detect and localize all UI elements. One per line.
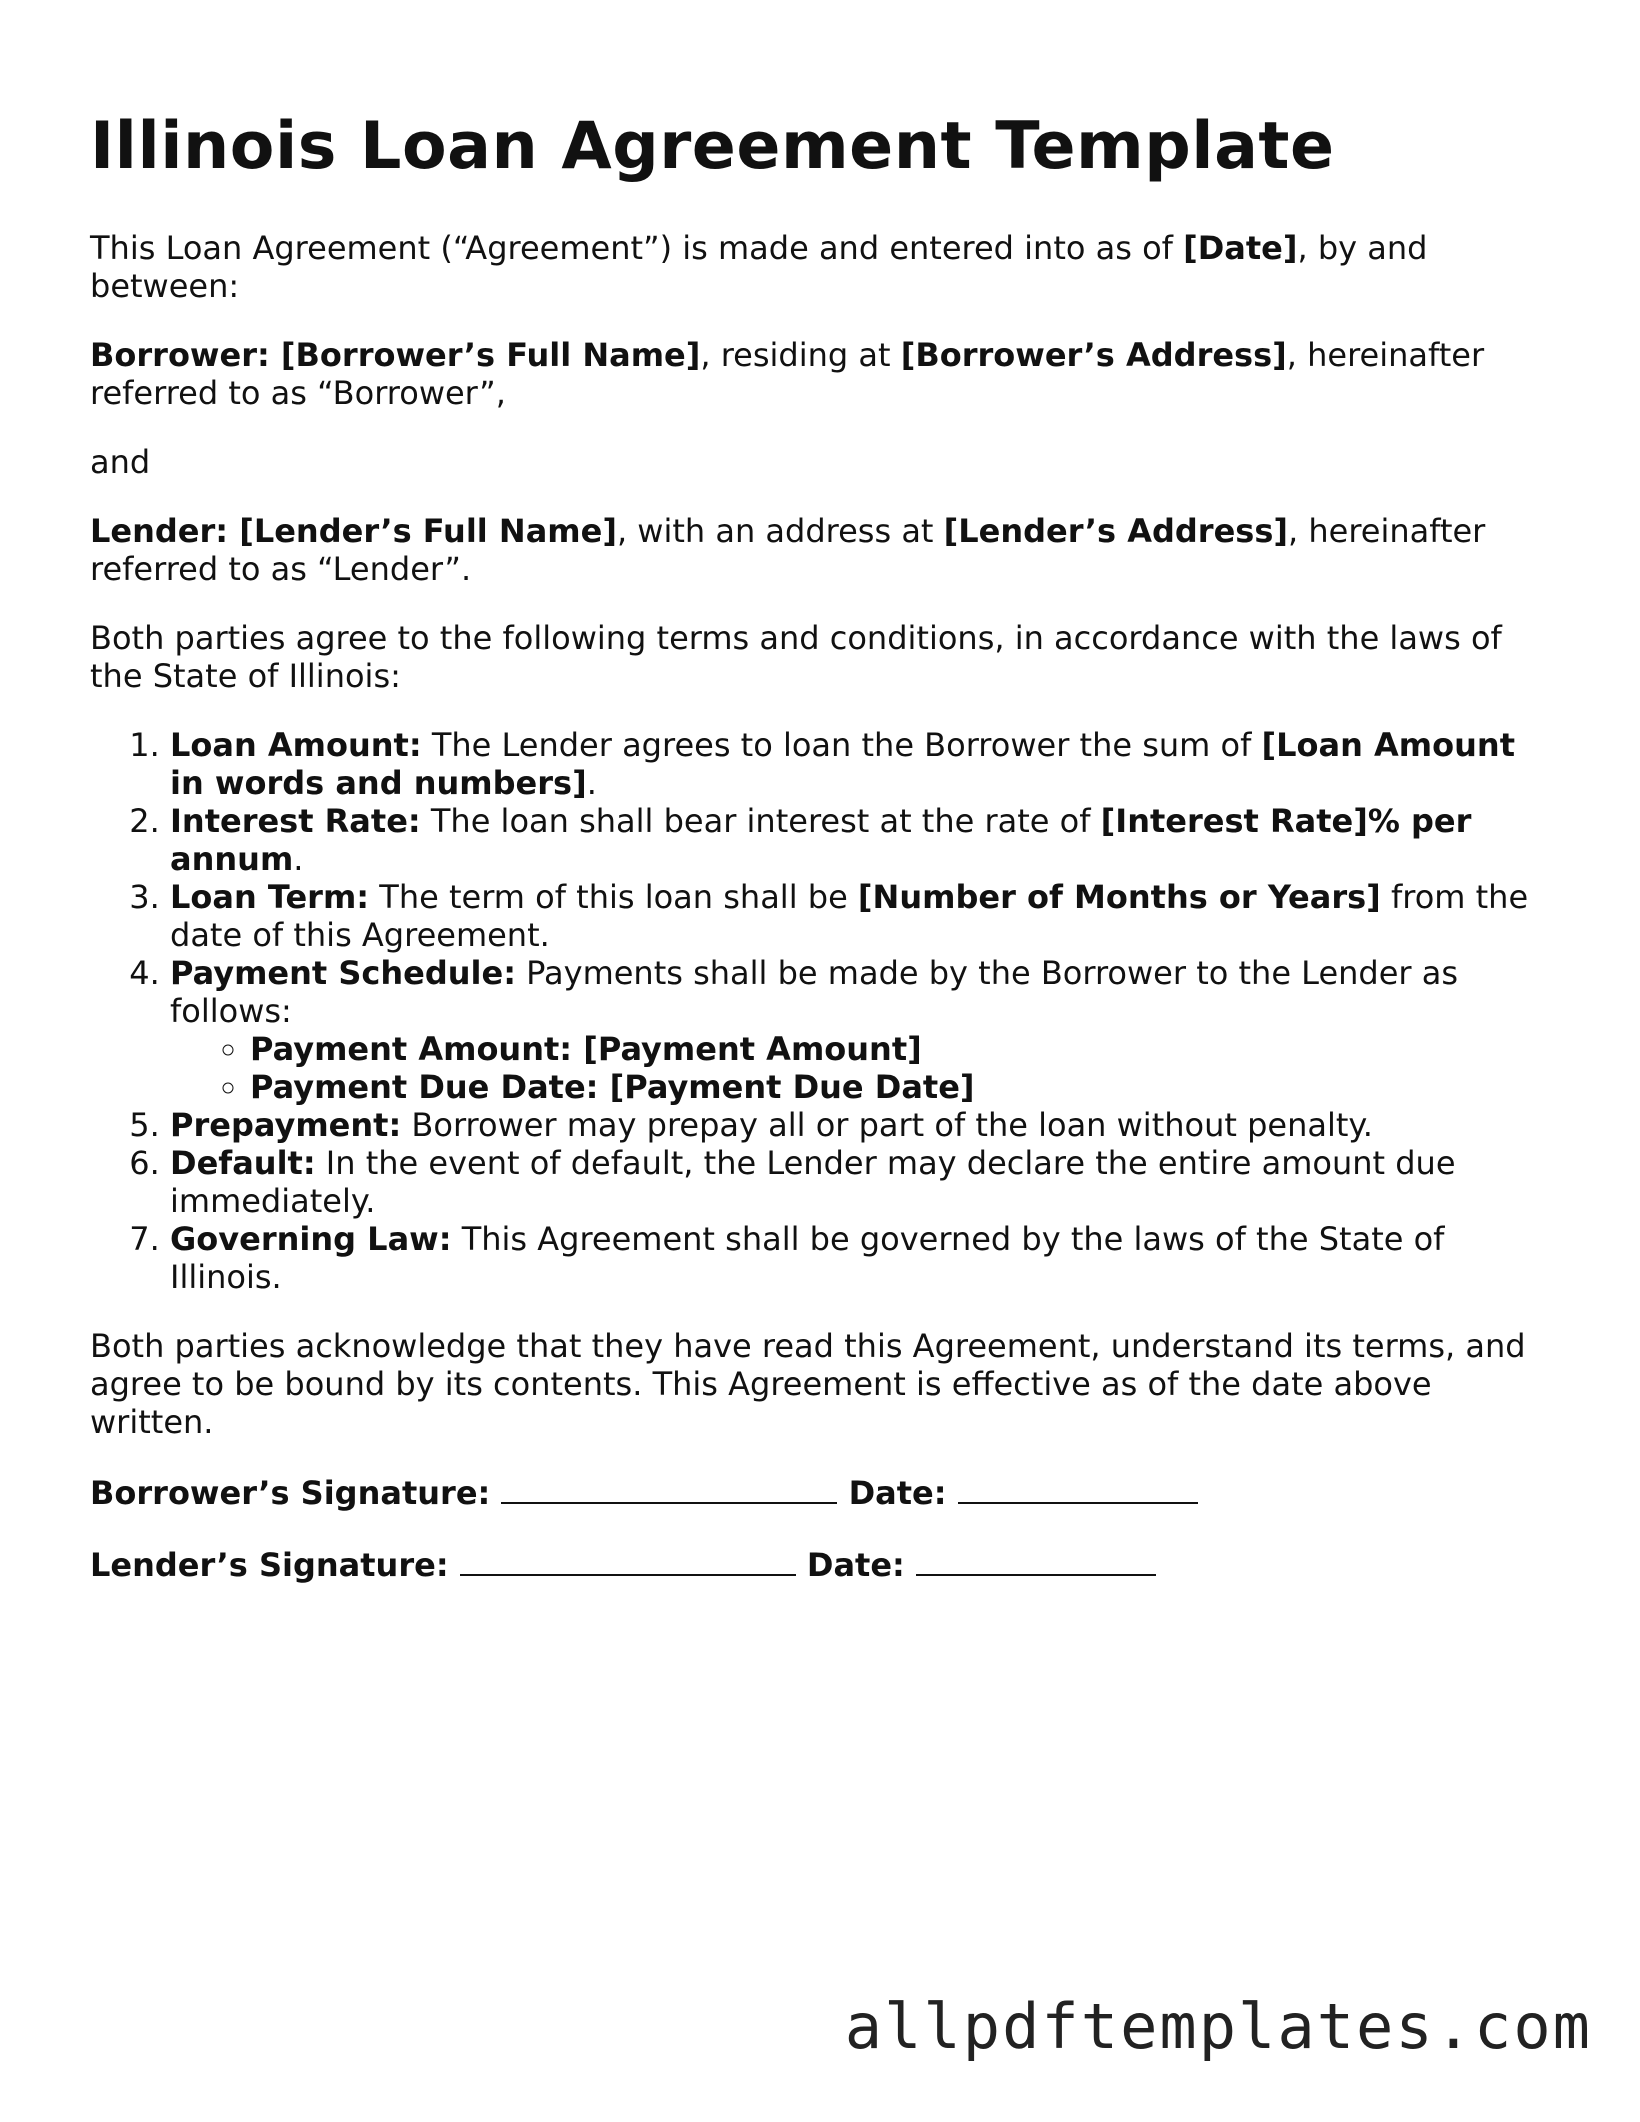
document-title: Illinois Loan Agreement Template	[90, 109, 1335, 184]
term-item-default	[170, 1144, 1550, 1220]
document-page	[90, 110, 1550, 1616]
payment-sub-list	[170, 1030, 1550, 1106]
term-placeholder: [Number of Months or Years]	[857, 877, 1381, 916]
borrower-paragraph	[90, 336, 1550, 412]
term-text: Borrower may prepay all or part of the loan without penalty.	[401, 1105, 1373, 1144]
lender-date-field[interactable]	[916, 1544, 1156, 1576]
term-label: Loan Amount:	[170, 725, 422, 764]
term-text: In the event of default, the Lender may declare the entire amount due immediately.	[170, 1143, 1456, 1220]
borrower-date-field[interactable]	[958, 1472, 1198, 1504]
term-item-payment-schedule	[170, 954, 1550, 1106]
term-text: The loan shall bear interest at the rate of	[420, 801, 1101, 840]
term-item-governing-law	[170, 1220, 1550, 1296]
lender-text-end: , hereinafter referred to as “Lender”.	[90, 511, 1486, 588]
lender-date-label: Date:	[806, 1545, 905, 1584]
term-label: Prepayment:	[170, 1105, 402, 1144]
borrower-text: , residing at	[700, 335, 901, 374]
watermark-text: allpdftemplates.com	[844, 1990, 1592, 2063]
term-text-end: .	[293, 839, 304, 878]
borrower-address-placeholder: [Borrower’s Address]	[900, 335, 1287, 374]
borrower-date-label: Date:	[848, 1473, 947, 1512]
term-text-end: .	[586, 763, 597, 802]
term-label: Default:	[170, 1143, 316, 1182]
lender-signature-label: Lender’s Signature:	[90, 1545, 449, 1584]
borrower-label: Borrower: [Borrower’s Full Name]	[90, 335, 701, 374]
date-placeholder: [Date]	[1183, 228, 1298, 267]
term-placeholder: [Interest Rate]% per annum	[170, 801, 1472, 878]
borrower-signature-field[interactable]	[501, 1472, 837, 1504]
and-paragraph: and	[90, 442, 151, 481]
sub-item-text: Payment Amount: [Payment Amount]	[250, 1029, 922, 1068]
lender-text: , with an address at	[616, 511, 944, 550]
term-label: Loan Term:	[170, 877, 370, 916]
lender-signature-field[interactable]	[460, 1544, 796, 1576]
sub-item-payment-amount	[250, 1030, 1550, 1068]
term-text: The term of this loan shall be	[369, 877, 858, 916]
lender-signature-line	[90, 1544, 1550, 1584]
lender-address-placeholder: [Lender’s Address]	[943, 511, 1288, 550]
terms-list	[90, 726, 1550, 1296]
sub-item-payment-due-date	[250, 1068, 1550, 1106]
borrower-text-end: , hereinafter referred to as “Borrower”,	[90, 335, 1485, 412]
term-item-loan-amount	[170, 726, 1550, 802]
intro-paragraph	[90, 229, 1550, 305]
parties-paragraph: Both parties agree to the following terms and conditions, in accordance with the laws of the State of Illinois:	[90, 618, 1502, 695]
closing-paragraph: Both parties acknowledge that they have read this Agreement, understand its terms, and agree to be bound by its contents. This Agreement is effective as of the date above written.	[90, 1326, 1526, 1441]
term-item-loan-term	[170, 878, 1550, 954]
term-label: Payment Schedule:	[170, 953, 516, 992]
term-text: Payments shall be made by the Borrower to the Lender as follows:	[170, 953, 1459, 1030]
intro-text: This Loan Agreement (“Agreement”) is made and entered into as of	[90, 228, 1184, 267]
intro-text-end: , by and between:	[90, 228, 1428, 305]
term-label: Governing Law:	[170, 1219, 452, 1258]
term-placeholder: [Loan Amount in words and numbers]	[170, 725, 1515, 802]
lender-label: Lender: [Lender’s Full Name]	[90, 511, 617, 550]
term-text: This Agreement shall be governed by the laws of the State of Illinois.	[170, 1219, 1445, 1296]
lender-paragraph	[90, 512, 1550, 588]
borrower-signature-label: Borrower’s Signature:	[90, 1473, 491, 1512]
term-text-end: from the date of this Agreement.	[170, 877, 1529, 954]
term-label: Interest Rate:	[170, 801, 421, 840]
sub-item-text: Payment Due Date: [Payment Due Date]	[250, 1067, 975, 1106]
term-text: The Lender agrees to loan the Borrower the sum of	[421, 725, 1262, 764]
borrower-signature-line	[90, 1472, 1550, 1512]
term-item-prepayment	[170, 1106, 1550, 1144]
term-item-interest-rate	[170, 802, 1550, 878]
